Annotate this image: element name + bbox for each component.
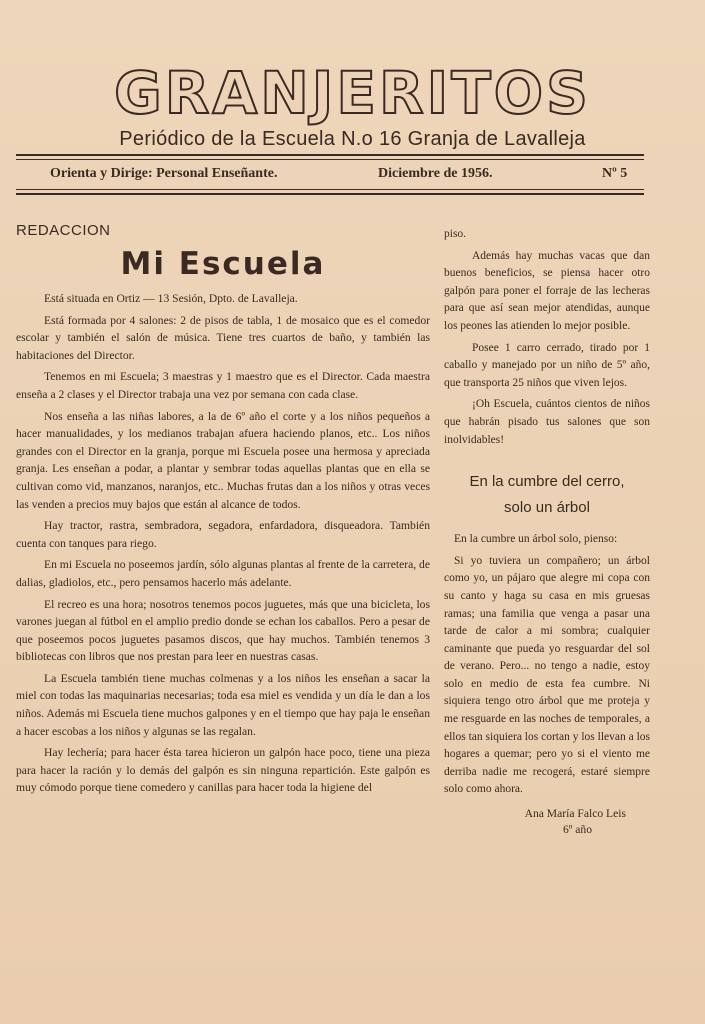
section-label: REDACCION [16,222,111,239]
article-continuation: ¡Oh Escuela, cuántos cientos de niños que habrán pisado tus salones que son inolvidables! [444,398,650,446]
bottom-rule [16,193,644,195]
newspaper-title: GRANJERITOS [114,59,591,127]
article-paragraph: Hay tractor, rastra, sembradora, segadora, enfardadora, disqueadora. También cuenta con tanques para riego. [16,519,430,550]
masthead [0,60,705,151]
article-paragraph: Está formada por 4 salones: 2 de pisos de tabla, 1 de mosaico que es el comedor escolar y también el salón de música. Tiene tres cuartos de baño, y también las habitaciones del Director. [16,313,430,362]
article-paragraph: Está situada en Ortiz — 13 Sesión, Dpto. de Lavalleja. [44,292,298,305]
poem-title [444,469,650,521]
article-paragraph: Nos enseña a las niñas labores, a la de 6º año el corte y a los niños pequeños a hacer manualidades, y los medianos trabajan afuera haciendo planos, etc.. Los niños grandes con el Director en la granja, porque mi Escuela posee una hermosa y apreciada granja. Les enseñan a podar, a plantar y sembrar todas aquellas plantas que en ella se cultivan como vid, manzanos, naranjos, etc.. Muchas frutas dan a los niños y otras veces las venden a precios muy bajos que están al alcance de todos. [16,409,430,511]
right-column [444,226,650,837]
top-rule [16,154,644,156]
bottom-rule-thin [16,189,644,190]
article-paragraph: Hay lechería; para hacer ésta tarea hicieron un galpón hace poco, tiene una pieza para hacer la ración y lo demás del galpón es sin ninguna repartición. Este galpón es muy cómodo porque tiene comedero y canillas para hacer toda la higiene del [16,746,430,795]
poem-title-line-2: solo un árbol [504,499,590,517]
author-grade: 6º año [562,823,592,837]
author-signature: Ana María Falco Leis [524,807,626,821]
article-paragraph: El recreo es una hora; nosotros tenemos pocos juguetes, más que una bicicleta, los varones juegan al fútbol en el amplio predio donde se echan los caballos. Pero a pesar de que poseemos pocos juguetes pasamos discos, que hay muchos. También tenemos 3 bibliotecas con libros que nos prestan para leer en nuestras casas. [16,597,430,664]
poem-paragraph: En la cumbre un árbol solo, pienso: [454,533,618,546]
article-continuation: Además hay muchas vacas que dan buenos beneficios, se piensa hacer otro galpón para poner el forraje de las lecheras para que así sean mejor atendidas, aunque los peones las atienden lo mejor posible. [444,249,650,332]
direction-text: Orienta y Dirige: Personal Enseñante. [50,166,278,181]
top-rule-thin [16,159,644,160]
article-headline: Mi Escuela [120,246,326,282]
newspaper-subtitle: Periódico de la Escuela N.o 16 Granja de Lavalleja [119,128,586,150]
poem-title-line-1: En la cumbre del cerro, [469,473,625,491]
article-continuation: Posee 1 carro cerrado, tirado por 1 caballo y manejado por un niño de 5º año, que transporta 25 niños que viven lejos. [444,341,650,389]
article-paragraph: Tenemos en mi Escuela; 3 maestras y 1 maestro que es el Director. Cada maestra enseña a 2 clases y el Director trabaja una vez por semana con cada clase. [16,370,430,401]
article-continuation: piso. [444,228,467,240]
poem-paragraph: Si yo tuviera un compañero; un árbol como yo, un pájaro que alegre mi copa con su canto y haga su casa en mis gruesas ramas; una familia que venga a pasar una tarde de calor a mi sombra; cualquier caminante que pueda yo resguardar del sol de verano. Pero... no tengo a nadie, estoy solo en medio de esta fea cumbre. Ni siquiera tengo otro árbol que me proteja y me resguarde en las noches de temporales, a ellos tan siquiera los cortan y los llevan a los hogares a quemar; pero yo si el viento me derriba nadie me recogerá, estaré siempre solo como ahora. [444,554,650,796]
issue-date: Diciembre de 1956. [378,166,493,181]
article-paragraph: La Escuela también tiene muchas colmenas y a los niños les enseñan a sacar la miel con todas las maquinarias necesarias; toda esa miel es vendida y un día le dan a los niños. Además mi Escuela tiene muchos galpones y en el tiempo que hay paja le enseñan a hacer escobas a los niños y algunas se las regalan. [16,671,430,738]
issue-number: Nº 5 [602,166,628,181]
article-column [16,222,430,801]
article-paragraph: En mi Escuela no poseemos jardín, sólo algunas plantas al frente de la carretera, de dalias, gladiolos, etc., pero pensamos hacerlo más adelante. [16,558,430,589]
